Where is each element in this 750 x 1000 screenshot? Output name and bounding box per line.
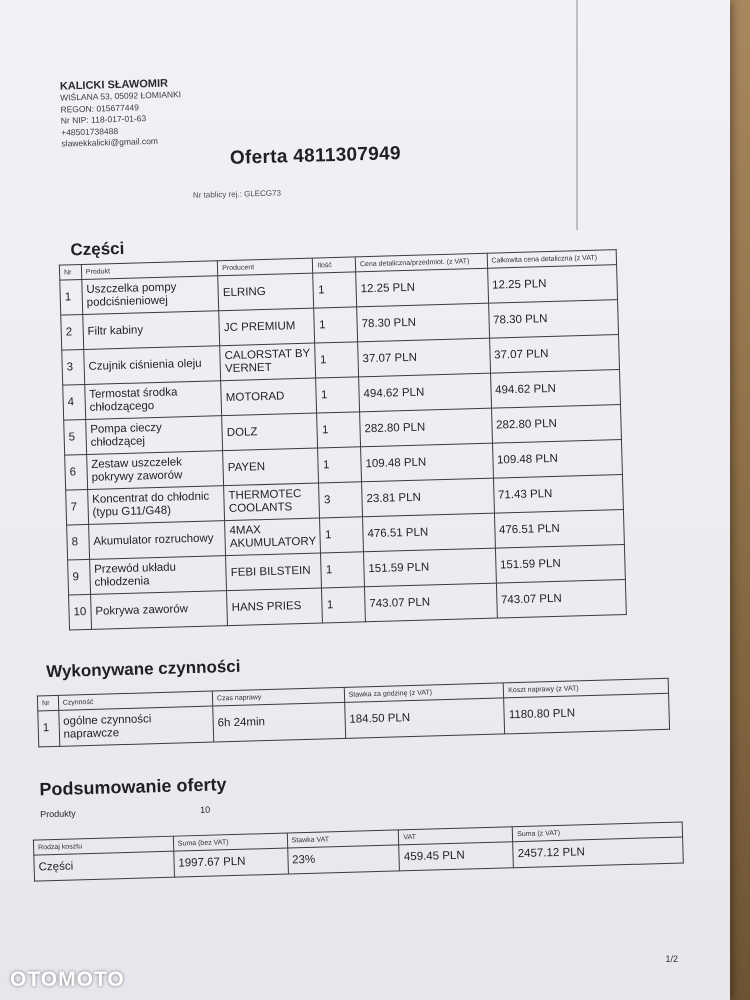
labor-table [37,678,670,748]
cell-product: Uszczelka pompy podciśnieniowej [82,276,219,315]
license-plate: Nr tablicy rej.: GLECG73 [192,188,282,200]
cell-nr: 1 [38,710,60,747]
cell-product: Filtr kabiny [83,311,220,350]
cell-activity: ogólne czynności naprawcze [58,706,213,746]
cell-producer: THERMOTEC COOLANTS [224,483,320,521]
document-content [8,2,658,874]
cell-producer: 4MAX AKUMULATORY [225,518,321,556]
cell-unit-price: 78.30 PLN [357,303,490,342]
cell-nr: 2 [61,315,84,351]
cell-nr: 4 [63,385,86,421]
otomoto-watermark: OTOMOTO [10,968,125,991]
cell-qty: 1 [314,307,357,343]
col-header-vat-rate: Stawka VAT [287,830,399,848]
paper-crease [576,0,578,230]
cell-qty: 3 [319,482,362,518]
cell-producer: DOLZ [222,413,318,451]
company-header [60,77,183,150]
cell-time: 6h 24min [213,702,346,742]
page-number: 1/2 [665,954,678,964]
cell-qty: 1 [320,517,363,553]
company-regon: REGON: 015677449 [60,101,140,115]
cell-producer: ELRING [218,273,314,311]
cell-product: Zestaw uszczelek pokrywy zaworów [86,451,223,490]
col-header-total-price: Całkowita cena detaliczna (z VAT) [487,250,617,269]
cell-producer: HANS PRIES [227,588,323,626]
labor-heading: Wykonywane czynności [45,656,241,682]
col-header-unit-price: Cena detaliczna/przedmiot. (z VAT) [355,253,487,272]
company-phone: +48501738488 [61,125,119,138]
cell-vat: 459.45 PLN [399,842,514,871]
cell-product: Koncentrat do chłodnic (typu G11/G48) [87,486,224,525]
company-email: slawekkalicki@gmail.com [61,135,159,149]
col-header-net: Suma (bez VAT) [173,833,287,851]
cell-rate: 184.50 PLN [344,698,504,738]
cell-gross: 2457.12 PLN [513,837,683,868]
cell-total: 12.25 PLN [487,265,617,304]
cell-product: Pokrywa zaworów [90,591,227,630]
cell-qty: 1 [321,552,364,588]
cell-cost: 1180.80 PLN [504,693,670,734]
cell-nr: 3 [62,350,85,386]
cell-unit-price: 109.48 PLN [361,443,494,482]
cell-unit-price: 282.80 PLN [360,408,493,447]
products-count: 10 [199,804,211,815]
cell-net: 1997.67 PLN [174,848,289,877]
cell-producer: PAYEN [223,448,319,486]
parts-heading: Części [70,238,125,260]
cell-product: Przewód układu chłodzenia [89,556,226,595]
col-header-gross: Suma (z VAT) [512,822,682,842]
cell-product: Czujnik ciśnienia oleju [84,346,221,385]
parts-table [59,249,627,630]
cell-product: Akumulator rozruchowy [88,521,225,560]
cell-nr: 1 [60,280,83,316]
cell-vat-rate: 23% [287,845,399,874]
company-nip: Nr NIP: 118-017-01-63 [60,113,147,126]
cell-qty: 1 [315,342,358,378]
cell-unit-price: 494.62 PLN [359,373,492,412]
col-header-rate: Stawka za godzinę (z VAT) [344,683,504,702]
cell-total: 109.48 PLN [492,440,622,479]
cell-unit-price: 151.59 PLN [363,548,496,587]
col-header-time: Czas naprawy [212,687,344,706]
cell-producer: CALORSTAT BY VERNET [220,343,316,381]
company-address: WIŚLANA 53, 05092 ŁOMIANKI [60,89,182,103]
cell-unit-price: 37.07 PLN [358,338,491,377]
cell-unit-price: 23.81 PLN [362,478,495,517]
cell-qty: 1 [322,587,365,623]
col-header-producer: Producent [218,258,314,276]
col-header-product: Produkt [81,261,218,280]
cell-nr: 8 [67,524,90,560]
cell-producer: MOTORAD [221,378,317,416]
cell-product: Pompa cieczy chłodzącej [85,416,222,455]
cell-qty: 1 [318,447,361,483]
cell-total: 37.07 PLN [489,335,619,374]
cell-total: 71.43 PLN [493,475,623,514]
cell-qty: 1 [317,412,360,448]
cell-total: 151.59 PLN [495,544,625,583]
cell-total: 78.30 PLN [488,300,618,339]
cell-unit-price: 476.51 PLN [362,513,495,552]
cell-nr: 7 [66,489,89,525]
cell-nr: 6 [65,454,88,490]
cell-cost-type: Części [34,851,174,881]
offer-title: Oferta 4811307949 [229,143,402,169]
col-header-nr: Nr [37,695,58,711]
col-header-nr: Nr [59,265,81,281]
summary-heading: Podsumowanie oferty [39,774,227,800]
col-header-qty: Ilość [313,257,356,273]
cell-total: 494.62 PLN [490,370,620,409]
col-header-cost: Koszt naprawy (z VAT) [503,678,668,698]
cell-qty: 1 [313,272,356,308]
cell-unit-price: 743.07 PLN [364,583,497,622]
cell-nr: 5 [64,419,87,455]
products-label: Produkty [40,808,76,820]
cell-unit-price: 12.25 PLN [356,268,489,307]
cell-total: 282.80 PLN [491,405,621,444]
company-name: KALICKI SŁAWOMIR [59,77,169,93]
cell-total: 743.07 PLN [496,579,626,618]
cell-producer: JC PREMIUM [219,308,315,346]
parts-table-body [60,265,627,630]
cell-nr: 10 [69,594,92,630]
cell-total: 476.51 PLN [494,510,624,549]
col-header-vat: VAT [399,827,513,845]
summary-table [33,821,684,881]
cell-product: Termostat środka chłodzącego [85,381,222,420]
cell-nr: 9 [68,559,91,595]
col-header-cost-type: Rodzaj kosztu [33,836,173,855]
col-header-activity: Czynność [58,691,213,710]
cell-producer: FEBI BILSTEIN [226,553,322,591]
cell-qty: 1 [316,377,359,413]
